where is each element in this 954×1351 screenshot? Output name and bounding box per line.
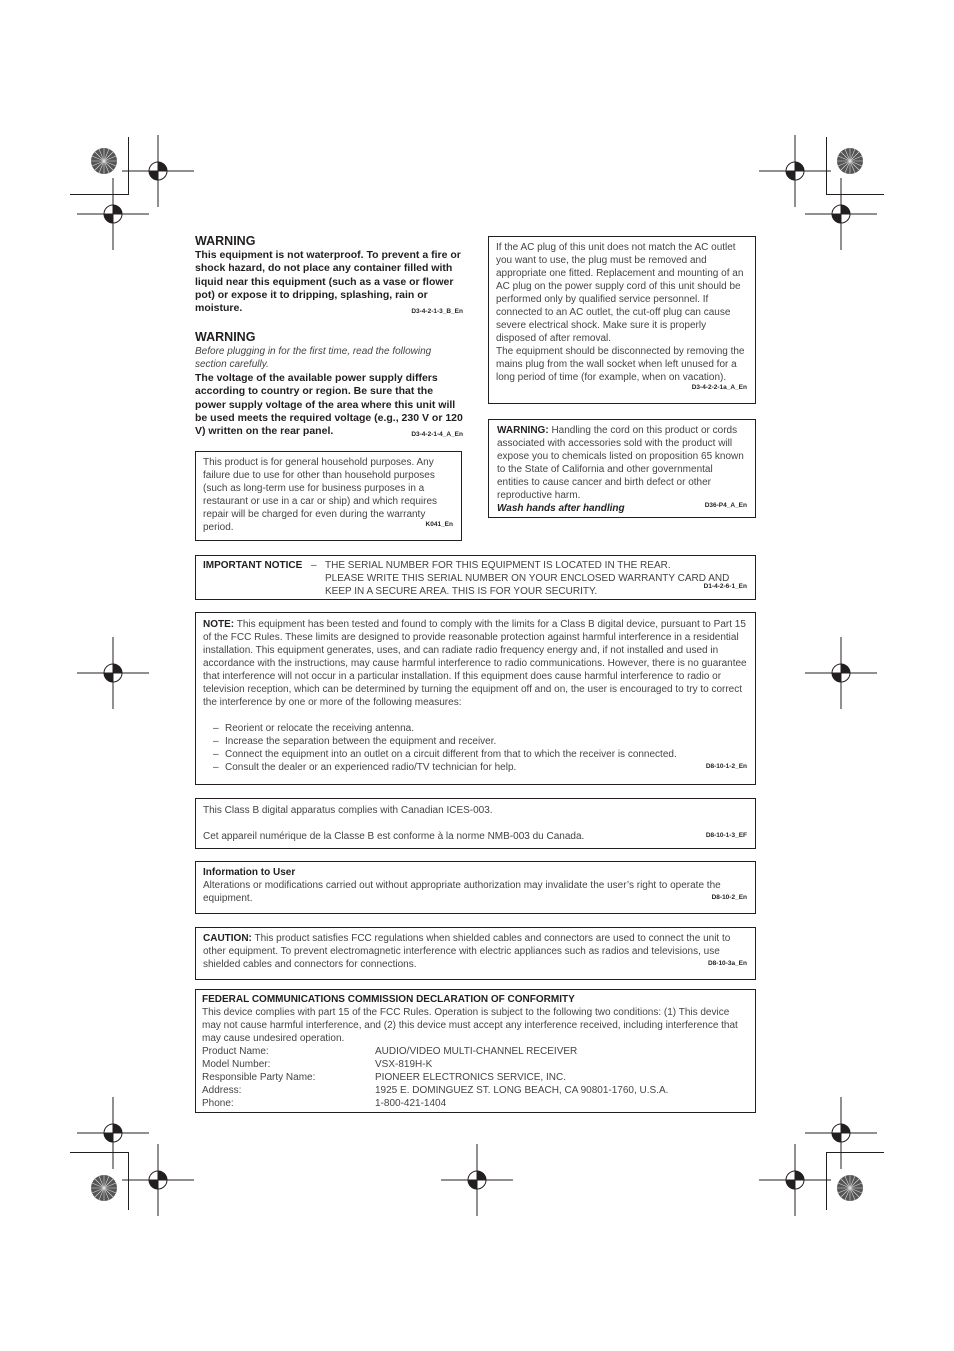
ac-plug-text: If the AC plug of this unit does not match the AC outlet you want to use, the plug must be removed and appropriate one fitted. Replacement and mounting of an AC plug on the power supply cord of this unit should be performed only by qualified service personnel. If connected to an AC outlet, the cut-off plug can cause severe electrical shock. Make sure it is properly disposed of after removal. [496,242,744,344]
fcc-declaration-heading: FEDERAL COMMUNICATIONS COMMISSION DECLARATION OF CONFORMITY [202,994,575,1005]
detail-value: 1925 E. DOMINGUEZ ST. LONG BEACH, CA 90801-1760, U.S.A. [375,1085,669,1096]
warning-waterproof-text [195,249,463,315]
crop-line [70,1152,128,1153]
list-dash: – [213,749,219,760]
list-dash: – [213,762,219,773]
canada-french-text: Cet appareil numérique de la Classe B est conforme à la norme NMB-003 du Canada. [203,831,585,842]
fcc-declaration-box [195,989,756,1113]
prop65-label: WARNING: [497,425,549,436]
document-code: D8-10-3a_En [707,960,747,967]
registration-mark-icon [759,1144,831,1216]
detail-key: Address: [202,1085,242,1096]
list-item [203,761,748,774]
document-code: D1-4-2-6-1_En [703,583,747,590]
warning-waterproof-section [195,234,463,318]
important-notice-label: IMPORTANT NOTICE [203,560,303,571]
caution-body: This product satisfies FCC regulations when shielded cables and connectors are used to connect the unit to other equipment. To prevent electromagnetic interference with electric appliances such as radios and televisions, use shielded cables and connectors for connections. [203,933,731,970]
list-dash: – [213,723,219,734]
prop65-body: Handling the cord on this product or cords associated with accessories sold with the product will expose you to chemicals listed on proposition 65 known to the State of California and other governmental entities to cause cancer and birth defect or other reproductive harm. [497,425,744,501]
important-notice-box [195,555,756,600]
registration-mark-icon [77,178,149,250]
warning-voltage-section [195,330,463,441]
info-user-text: Alterations or modifications carried out without appropriate authorization may invalidate the user’s right to operate the equipment. [203,880,721,904]
canada-english-text: This Class B digital apparatus complies with Canadian ICES-003. [203,805,493,816]
detail-value: VSX-819H-K [375,1059,433,1070]
list-dash: – [213,736,219,747]
ac-plug-disconnect-text: The equipment should be disconnected by removing the mains plug from the wall socket when left unused for a long period of time (for example, when on vacation). [496,346,745,383]
list-item-text: Consult the dealer or an experienced radio/TV technician for help. [225,762,517,773]
note-label: NOTE: [203,619,235,630]
serial-line-2: PLEASE WRITE THIS SERIAL NUMBER ON YOUR ENCLOSED WARRANTY CARD AND [325,573,730,584]
list-item-text: Connect the equipment into an outlet on a circuit different from that to which the receiver is connected. [225,749,677,760]
starburst-icon [90,1174,118,1202]
list-item-text: Increase the separation between the equipment and receiver. [225,736,497,747]
warning-heading: WARNING [195,234,256,248]
caution-box [195,927,756,980]
registration-mark-icon [805,637,877,709]
household-purpose-text: This product is for general household purposes. Any failure due to use for other than household purposes (such as long-term use for business purposes in a restaurant or use in a car or ship) and which requires repair will be charged for even during the warranty period. [203,457,438,533]
warning-voltage-text [195,372,463,438]
prop65-warning-box [488,419,756,518]
registration-mark-icon [805,178,877,250]
note-body: This equipment has been tested and found to comply with the limits for a Class B digital device, pursuant to Part 15 of the FCC Rules. These limits are designed to provide reasonable protection against harmful interference in a residential installation. This equipment generates, uses, and can radiate radio frequency energy and, if not installed and used in accordance with the instructions, may cause harmful interference to radio communications. However, there is no guarantee that interference will not occur in a particular installation. If this equipment does cause harmful interference to radio or television reception, which can be determined by turning the equipment off and on, the user is encouraged to try to correct the interference by one or more of the following measures: [203,619,747,708]
starburst-icon [836,147,864,175]
detail-key: Product Name: [202,1046,269,1057]
document-code: D8-10-1-2_En [705,763,747,770]
fcc-details-table [202,1045,749,1110]
document-code: K041_En [425,521,453,528]
list-item [203,748,748,761]
caution-text [203,932,748,971]
prop65-text [497,424,747,502]
info-user-heading: Information to User [203,867,296,878]
registration-mark-icon [441,1144,513,1216]
registration-mark-icon [122,1144,194,1216]
serial-line-3: KEEP IN A SECURE AREA. THIS IS FOR YOUR SECURITY. [325,586,598,597]
fcc-declaration-text: This device complies with part 15 of the FCC Rules. Operation is subject to the following two conditions: (1) This device may not cause harmful interference, and (2) this device must accept any interference received, including interference that may cause undesired operation. [202,1007,738,1044]
wash-hands-text: Wash hands after handling [497,503,625,514]
fcc-note-text [203,618,748,709]
fcc-note-box [195,612,756,785]
household-purpose-box [195,451,462,541]
measures-list [203,722,748,774]
detail-key: Model Number: [202,1059,271,1070]
detail-key: Phone: [202,1098,234,1109]
detail-value: 1-800-421-1404 [375,1098,447,1109]
warning-heading: WARNING [195,330,256,344]
ac-plug-box [488,236,756,404]
list-item [203,735,748,748]
notice-dash: – [311,560,317,571]
starburst-icon [836,1174,864,1202]
document-code: D3-4-2-1-4_A_En [411,431,463,439]
document-code: D3-4-2-2-1a_A_En [691,384,747,391]
detail-value: PIONEER ELECTRONICS SERVICE, INC. [375,1072,566,1083]
document-code: D3-4-2-1-3_B_En [411,308,463,316]
registration-mark-icon [77,637,149,709]
detail-value: AUDIO/VIDEO MULTI-CHANNEL RECEIVER [375,1046,578,1057]
canada-ices-box [195,798,756,849]
serial-line-1: THE SERIAL NUMBER FOR THIS EQUIPMENT IS LOCATED IN THE REAR. [325,560,671,571]
detail-key: Responsible Party Name: [202,1072,316,1083]
document-code: D36-P4_A_En [704,502,747,509]
warning-waterproof-body: This equipment is not waterproof. To prevent a fire or shock hazard, do not place any container filled with liquid near this equipment (such as a vase or flower pot) or expose it to dripping, splashing, rain or moisture. [195,249,461,315]
warning-voltage-body: The voltage of the available power supply differs according to country or region. Be sure that the power supply voltage of the area where this unit will be used meets the required voltage (e.g., 230 V or 120 V) written on the rear panel. [195,372,463,438]
warning-voltage-intro: Before plugging in for the first time, read the following section carefully. [195,346,432,370]
starburst-icon [90,147,118,175]
information-to-user-box [195,861,756,914]
list-item-text: Reorient or relocate the receiving antenna. [225,723,415,734]
list-item [203,722,748,735]
caution-label: CAUTION: [203,933,252,944]
crop-line [826,1152,884,1153]
document-code: D8-10-2_En [711,894,747,901]
document-code: D8-10-1-3_EF [705,832,747,839]
